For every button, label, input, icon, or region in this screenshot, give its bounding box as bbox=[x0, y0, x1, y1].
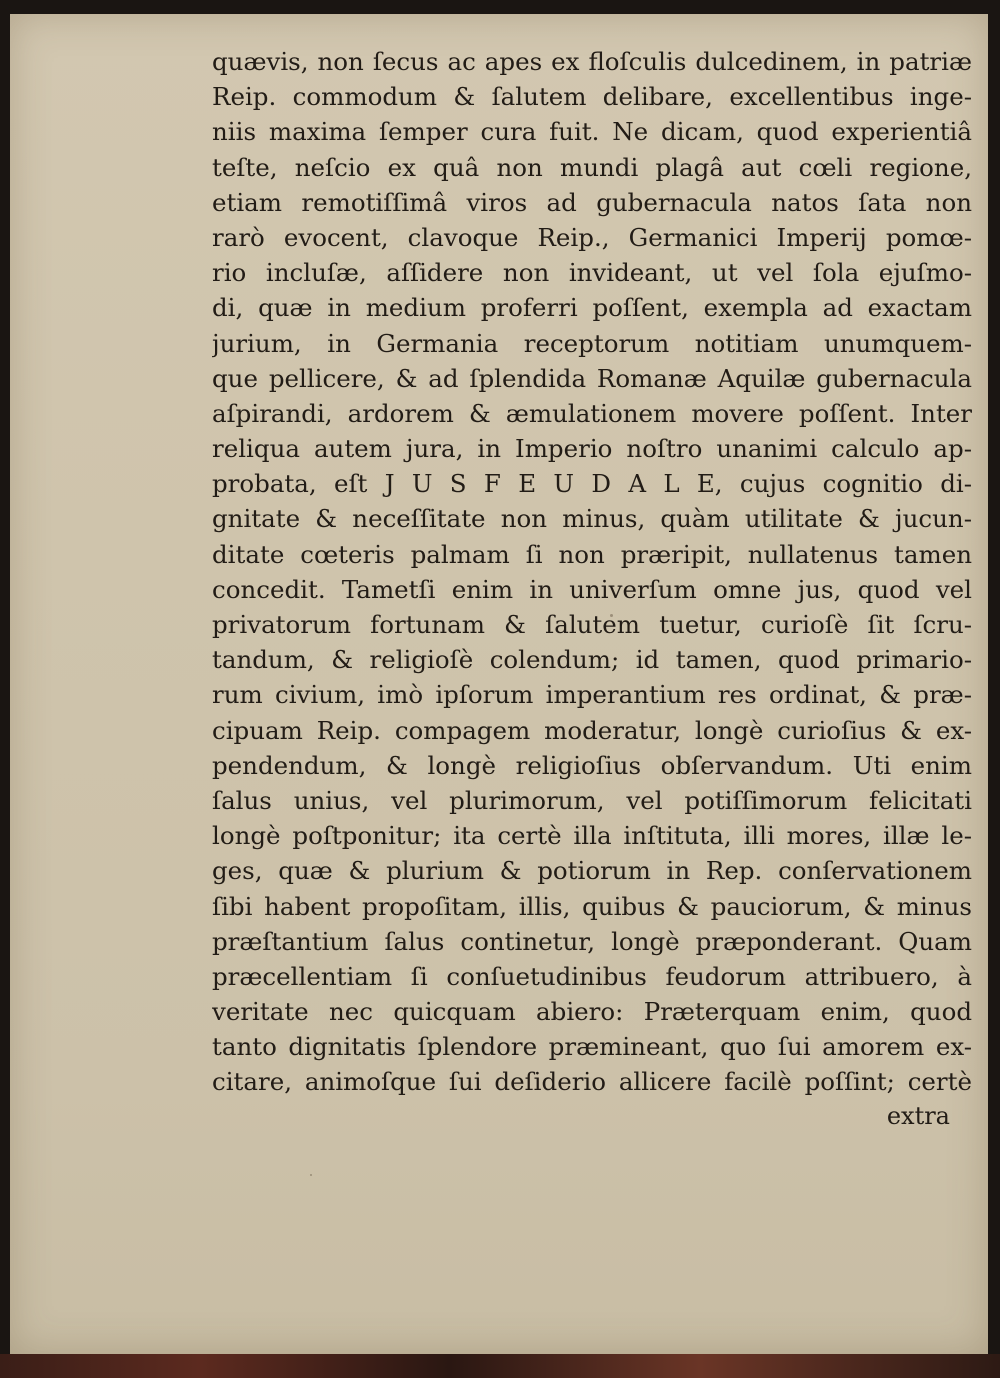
text-line: teſte, neſcio ex quâ non mundi plagâ aut cœli regione, bbox=[212, 152, 972, 182]
text-line: concedit. Tametſi enim in univerſum omne jus, quod vel bbox=[212, 574, 972, 604]
text-line: privatorum fortunam & ſalutem tuetur, curioſè ſit ſcru- bbox=[212, 610, 972, 639]
text-line: citare, animoſque ſui deſiderio allicere facilè poſſint; certè bbox=[212, 1067, 972, 1097]
text-line: reliqua autem jura, in Imperio noſtro unanimi calculo ap- bbox=[212, 434, 972, 464]
text-line: cipuam Reip. compagem moderatur, longè curioſius & ex- bbox=[212, 715, 972, 745]
text-line: longè poſtponitur; ita certè illa inſtituta, illi mores, illæ le- bbox=[212, 821, 972, 851]
text-line: gnitate & neceſſitate non minus, quàm utilitate & jucun- bbox=[212, 504, 972, 534]
paper-speck bbox=[610, 614, 613, 617]
text-line: tanto dignitatis ſplendore præmineant, quo ſui amorem ex- bbox=[212, 1032, 972, 1062]
text-line: ges, quæ & plurium & potiorum in Rep. conſervationem bbox=[212, 856, 972, 886]
text-line: que pellicere, & ad ſplendida Romanæ Aquilæ gubernacula bbox=[212, 363, 972, 393]
text-line: pendendum, & longè religioſius obſervandum. Uti enim bbox=[212, 750, 972, 780]
text-line: tandum, & religioſè colendum; id tamen, quod primario- bbox=[212, 645, 972, 675]
text-line: ditate cœteris palmam ſi non præripit, nullatenus tamen bbox=[212, 539, 972, 569]
text-line: præſtantium ſalus continetur, longè præponderant. Quam bbox=[212, 926, 972, 956]
text-line: rarò evocent, clavoque Reip., Germanici Imperij pomœ- bbox=[212, 222, 972, 252]
text-line: rio incluſæ, aſſidere non invideant, ut vel ſola ejuſmo- bbox=[212, 258, 972, 288]
binding-edge bbox=[0, 1354, 1000, 1378]
paper-speck bbox=[310, 1174, 312, 1176]
text-line: jurium, in Germania receptorum notitiam unumquem- bbox=[212, 328, 972, 358]
text-line: ſibi habent propoſitam, illis, quibus & pauciorum, & minus bbox=[212, 891, 972, 921]
text-line: veritate nec quicquam abiero: Præterquam enim, quod bbox=[212, 997, 972, 1027]
text-line: etiam remotiſſimâ viros ad gubernacula natos ſata non bbox=[212, 187, 972, 217]
text-line: præcellentiam ſi conſuetudinibus feudorum attribuero, à bbox=[212, 961, 972, 991]
text-line: ſalus unius, vel plurimorum, vel potiſſimorum felicitati bbox=[212, 785, 972, 815]
text-line: aſpirandi, ardorem & æmulationem movere poſſent. Inter bbox=[212, 398, 972, 428]
text-line: probata, eſt J U S F E U D A L E, cujus cognitio di- bbox=[212, 469, 972, 499]
book-page bbox=[10, 14, 988, 1354]
latin-text-body bbox=[212, 44, 972, 1100]
text-line: rum civium, imò ipſorum imperantium res ordinat, & præ- bbox=[212, 680, 972, 710]
text-line: quævis, non ſecus ac apes ex floſculis dulcedinem, in patriæ bbox=[212, 47, 972, 76]
text-line: Reip. commodum & ſalutem delibare, excellentibus inge- bbox=[212, 82, 972, 112]
text-line: di, quæ in medium proferri poſſent, exempla ad exactam bbox=[212, 293, 972, 323]
text-line: niis maxima ſemper cura fuit. Ne dicam, quod experientiâ bbox=[212, 117, 972, 147]
catchword: extra bbox=[886, 1102, 950, 1130]
